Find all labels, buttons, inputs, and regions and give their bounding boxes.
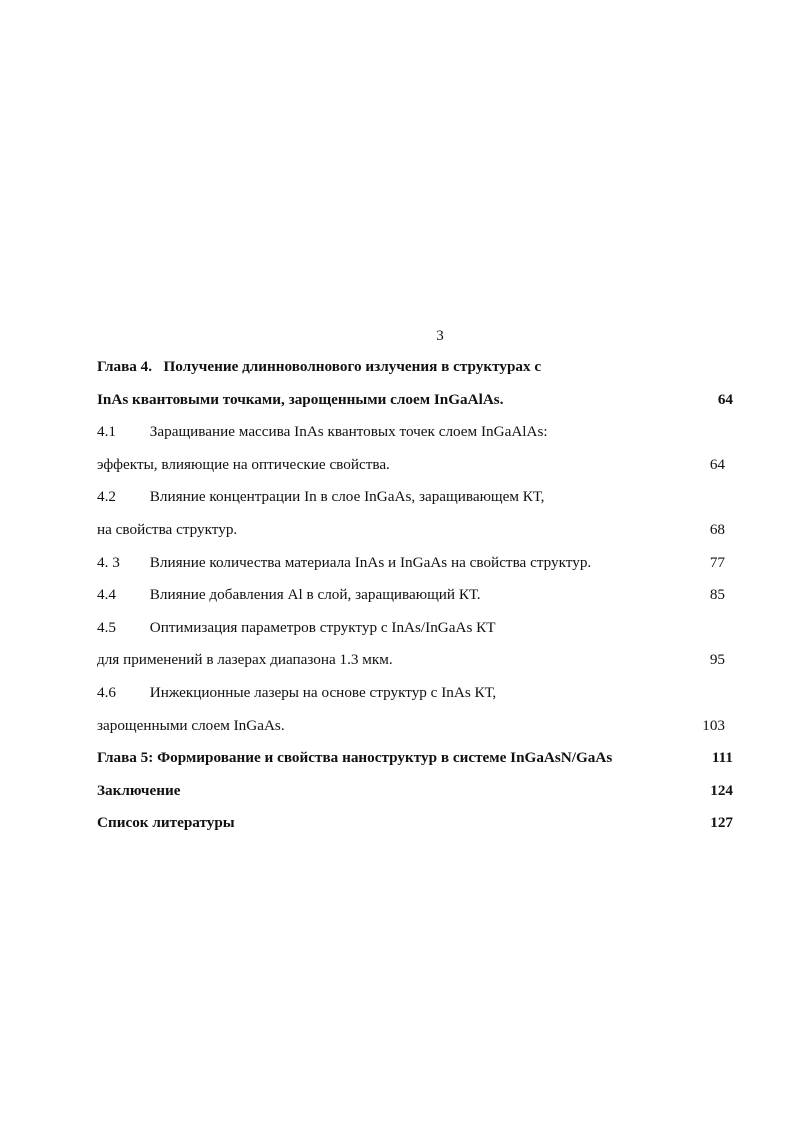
- section-4-2-title-line2: на свойства структур.: [97, 520, 238, 538]
- section-4-5-title-line1: Оптимизация параметров структур с InAs/InGaAs КТ: [149, 618, 496, 636]
- toc-section-4-1-line1: [97, 421, 733, 454]
- chapter-4-title-line2: InAs квантовыми точками, зарощенными слоем InGaAlAs.: [97, 390, 504, 408]
- section-4-3-title: Влияние количества материала InAs и InGaAs на свойства структур.: [149, 553, 592, 571]
- section-4-3-number: 4. 3: [97, 553, 120, 571]
- toc-section-4-6-line2: [97, 715, 733, 748]
- toc-section-4-2-line1: [97, 486, 733, 519]
- section-4-5-number: 4.5: [97, 618, 116, 636]
- chapter-5-title: Глава 5: Формирование и свойства наноструктур в системе InGaAsN/GaAs: [97, 749, 613, 767]
- toc-section-4-6-line1: [97, 682, 733, 715]
- section-4-4-title: Влияние добавления Al в слой, заращивающий КТ.: [149, 586, 481, 604]
- toc-section-4-4: [97, 584, 733, 617]
- section-4-2-number: 4.2: [97, 488, 116, 506]
- toc-section-4-5-line2: [97, 649, 733, 682]
- conclusion-page: 124: [710, 781, 733, 799]
- chapter-5-page: 111: [711, 749, 733, 767]
- section-4-6-number: 4.6: [97, 683, 116, 701]
- section-4-6-title-line1: Инжекционные лазеры на основе структур с InAs КТ,: [149, 683, 497, 701]
- section-4-2-title-line1: Влияние концентрации In в слое InGaAs, заращивающем КТ,: [149, 488, 545, 506]
- toc-references: [97, 812, 733, 845]
- section-4-6-title-line2: зарощенными слоем InGaAs.: [97, 716, 285, 734]
- toc-conclusion: [97, 780, 733, 813]
- toc-section-4-2-line2: [97, 519, 733, 552]
- section-4-1-title-line2: эффекты, влияющие на оптические свойства.: [97, 455, 390, 473]
- toc-section-4-1-line2: [97, 454, 733, 487]
- toc-chapter-4-line2: [97, 389, 733, 422]
- table-of-contents: [97, 356, 733, 845]
- section-4-4-number: 4.4: [97, 586, 116, 604]
- section-4-1-page: 64: [709, 455, 725, 473]
- toc-section-4-3: [97, 552, 733, 585]
- references-page: 127: [710, 814, 733, 832]
- section-4-5-page: 95: [709, 651, 725, 669]
- section-4-2-page: 68: [709, 520, 725, 538]
- chapter-4-title-line1: Получение длинноволнового излучения в структурах с: [163, 358, 542, 375]
- chapter-4-page: 64: [717, 390, 733, 408]
- page-number: 3: [436, 328, 444, 344]
- section-4-5-title-line2: для применений в лазерах диапазона 1.3 мкм.: [97, 651, 393, 669]
- section-4-1-number: 4.1: [97, 423, 116, 441]
- conclusion-title: Заключение: [97, 781, 181, 799]
- references-title: Список литературы: [97, 814, 235, 832]
- section-4-4-page: 85: [709, 586, 725, 604]
- toc-chapter-5: [97, 747, 733, 780]
- toc-chapter-4-line1: [97, 356, 733, 389]
- section-4-3-page: 77: [709, 553, 725, 571]
- section-4-6-page: 103: [702, 716, 725, 734]
- chapter-4-label: Глава 4.: [97, 358, 153, 375]
- section-4-1-title-line1: Заращивание массива InAs квантовых точек слоем InGaAlAs:: [149, 423, 548, 441]
- toc-section-4-5-line1: [97, 617, 733, 650]
